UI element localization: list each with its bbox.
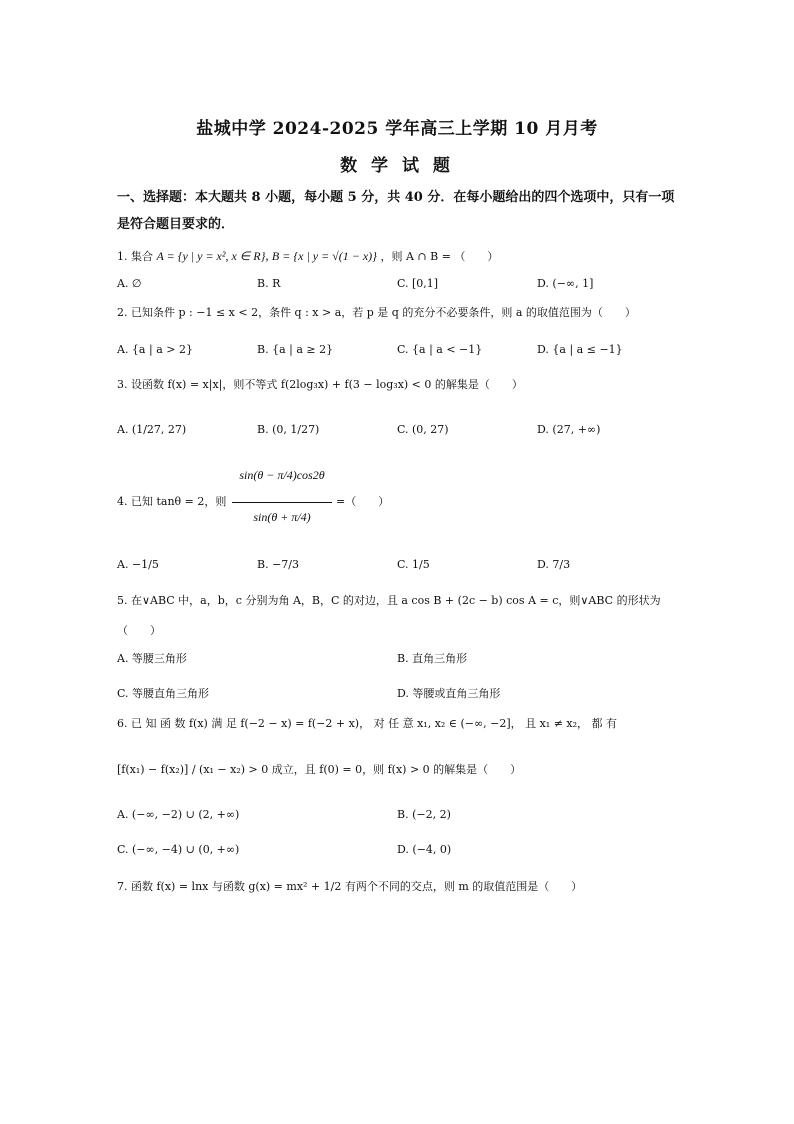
question-4-lead: 4. 已知 tanθ = 2，则 (117, 495, 227, 508)
page-title: 盐城中学 2024-2025 学年高三上学期 10 月月考 (196, 119, 598, 139)
question-1: 1. 集合 A = {y | y = x², x ∈ R}, B = {x | y = √(1 − x)} ，则 A ∩ B = （ ） (117, 248, 499, 263)
question-5-paren: （ ） (117, 624, 161, 637)
question-1-option-b: B. R (257, 277, 281, 290)
question-2: 2. 已知条件 p : −1 ≤ x < 2，条件 q : x > a，若 p 是 q 的充分不必要条件，则 a 的取值范围为（ ） (117, 306, 636, 319)
question-3-option-c: C. (0, 27) (397, 423, 449, 436)
question-6-line-2: [f(x₁) − f(x₂)] / (x₁ − x₂) > 0 成立，且 f(0) = 0，则 f(x) > 0 的解集是（ ） (117, 763, 522, 776)
question-4-fraction-bar (232, 502, 332, 503)
question-2-option-b: B. {a | a ≥ 2} (257, 343, 334, 356)
question-4-numerator: sin(θ − π/4)cos2θ (239, 468, 325, 482)
question-1-set-b: B = {x | y = √(1 − x)} (271, 249, 377, 263)
question-6-option-d: D. (−4, 0) (397, 843, 452, 856)
question-5-option-c: C. 等腰直角三角形 (117, 687, 210, 700)
question-4-option-a: A. −1/5 (117, 558, 159, 571)
question-3-option-b: B. (0, 1/27) (257, 423, 320, 436)
question-4-option-b: B. −7/3 (257, 558, 299, 571)
question-6-option-c: C. (−∞, −4) ∪ (0, +∞) (117, 843, 240, 856)
question-5-option-b: B. 直角三角形 (397, 652, 468, 665)
question-4-tail: =（ ） (336, 495, 390, 508)
question-5-option-a: A. 等腰三角形 (117, 652, 187, 665)
question-1-option-a: A. ∅ (117, 277, 142, 290)
page-subtitle: 数 学 试 题 (340, 156, 454, 176)
question-1-number: 1. 集合 (117, 250, 153, 263)
question-2-option-a: A. {a | a > 2} (117, 343, 193, 356)
question-2-option-c: C. {a | a < −1} (397, 343, 483, 356)
question-1-option-d: D. (−∞, 1] (537, 277, 594, 290)
question-6-option-a: A. (−∞, −2) ∪ (2, +∞) (117, 808, 240, 821)
question-5-option-d: D. 等腰或直角三角形 (397, 687, 501, 700)
question-7: 7. 函数 f(x) = lnx 与函数 g(x) = mx² + 1/2 有两个不同的交点，则 m 的取值范围是（ ） (117, 880, 583, 893)
question-5: 5. 在∨ABC 中，a，b，c 分别为角 A，B，C 的对边，且 a cos B + (2c − b) cos A = c，则∨ABC 的形状为 (117, 594, 661, 607)
question-3: 3. 设函数 f(x) = x|x|，则不等式 f(2log₃x) + f(3 − log₃x) < 0 的解集是（ ） (117, 378, 523, 391)
question-4-denominator: sin(θ + π/4) (253, 510, 311, 524)
question-6-option-b: B. (−2, 2) (397, 808, 451, 821)
question-4-option-d: D. 7/3 (537, 558, 571, 571)
question-1-set-a: A = {y | y = x², x ∈ R} (156, 249, 266, 263)
question-4-option-c: C. 1/5 (397, 558, 430, 571)
section-instructions: 一、选择题：本大题共 8 小题，每小题 5 分，共 40 分．在每小题给出的四个选项中，只有一项是符合题目要求的． (117, 190, 675, 232)
question-1-option-c: C. [0,1] (397, 277, 439, 290)
question-2-option-d: D. {a | a ≤ −1} (537, 343, 623, 356)
question-3-option-a: A. (1/27, 27) (117, 423, 187, 436)
question-1-tail: ，则 A ∩ B = （ ） (380, 250, 499, 263)
question-3-option-d: D. (27, +∞) (537, 423, 601, 436)
question-6-line-1: 6. 已 知 函 数 f(x) 满 足 f(−2 − x) = f(−2 + x)， 对 任 意 x₁, x₂ ∈ (−∞, −2]， 且 x₁ ≠ x₂， 都 有 (117, 717, 618, 730)
